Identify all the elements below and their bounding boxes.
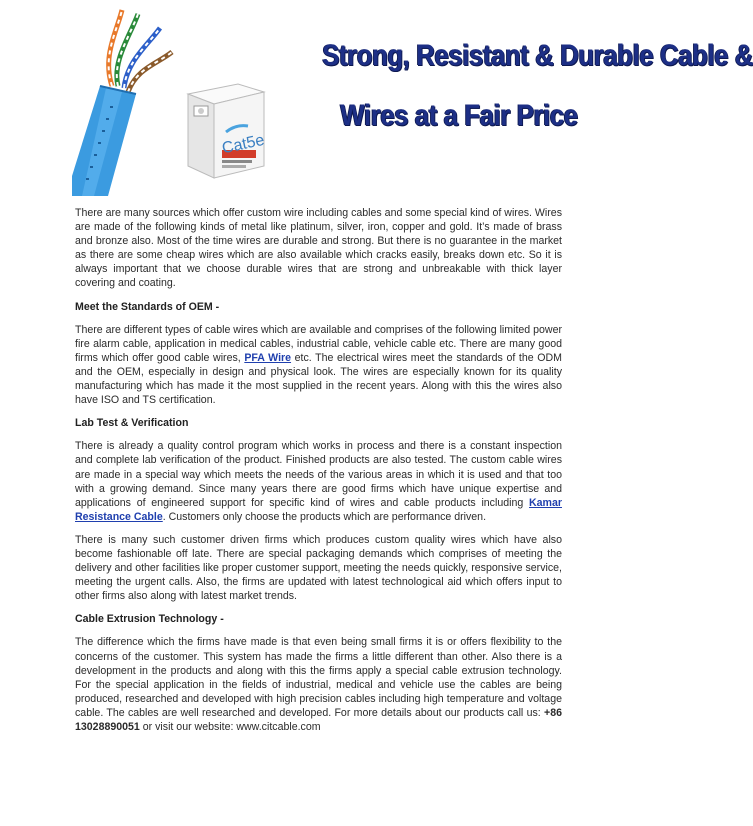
phone-number: +86 13028890051 [75,706,562,733]
section-heading-oem: Meet the Standards of OEM - [75,300,220,313]
pfa-wire-link[interactable]: PFA Wire [244,351,292,364]
lab-text-b: . Customers only choose the products which are performance driven. [162,510,487,523]
intro-paragraph: There are many sources which offer custom wire including cables and some special kind of wires. Wires are made of the following kinds of metal like platinum, silver, iron, copper and gold. It’s made of brass and bronze also. Most of the time wires are durable and strong. But there is no guarantee in the market as there are some cheap wires which are also available which cracks easily, breaks down etc. So it is always important that we choose durable wires that are strong and unbreakable with thick layer covering and coating. [75,207,562,290]
kamar-resistance-cable-link[interactable]: Kamar Resistance Cable [75,496,562,523]
page-headline [322,30,753,142]
headline-line-1: Strong, Resistant & Durable Cable & [322,39,753,72]
ethernet-cable-illustration [72,6,180,196]
oem-text-b: etc. The electrical wires meet the standards of the ODM and the OEM, especially in design and physical look. The wires are especially known for its quality manufacturing which has made it the most supplied in the recent years. Along with this the wires also have ISO and TS certification. [75,351,562,407]
cat5e-box-illustration [178,76,268,180]
lab-text-a: There is already a quality control program which works in process and there is a constant inspection and complete lab verification of the product. Finished products are also tested. The custom cable wires are made in a special way which meets the needs of the various areas in which it is used and that too with a growing demand. Since many years there are good firms which have unique expertise and applications of engineered support for specific kind of wires and cable products including [75,440,562,509]
header-banner [0,0,753,200]
box-label: Cat5e [220,131,266,158]
headline-line-2: Wires at a Fair Price [340,99,578,132]
extrusion-text-a: The difference which the firms have made is that even being small firms it is or offers flexibility to the concerns of the customer. This system has made the firms a little different than other. Also there is a development in the products and along with this the firms apply a special cable extrusion technology. For the special application in the fields of industrial, medical and vehicle use the cables are being produced, researched and developed with high precision cables including high temperature and voltage cable. The cables are well researched and developed. For more details about our products call us: [75,636,562,719]
customer-driven-paragraph: There is many such customer driven firms which produces custom quality wires which have also become fashionable off late. There are special packaging demands which comprises of meeting the delivery and other facilities like proper customer support, meeting the needs quickly, responsive service, meeting the urgent calls. Also, the firms are updated with latest technological aid which offers input to other firms also along with latest market trends. [75,533,562,603]
section-heading-lab-test: Lab Test & Verification [75,417,189,430]
article-body [75,206,562,743]
extrusion-paragraph [75,635,562,734]
extrusion-text-b: or visit our website: www.citcable.com [139,721,321,733]
lab-test-paragraph [75,439,562,524]
oem-text-a: There are different types of cable wires which are available and comprises of the following limited power fire alarm cable, application in medical cables, industrial cable, vehicle cable etc. There are many good firms which offer good cable wires, [75,323,562,364]
section-heading-extrusion: Cable Extrusion Technology - [75,613,224,626]
oem-paragraph [75,323,562,408]
